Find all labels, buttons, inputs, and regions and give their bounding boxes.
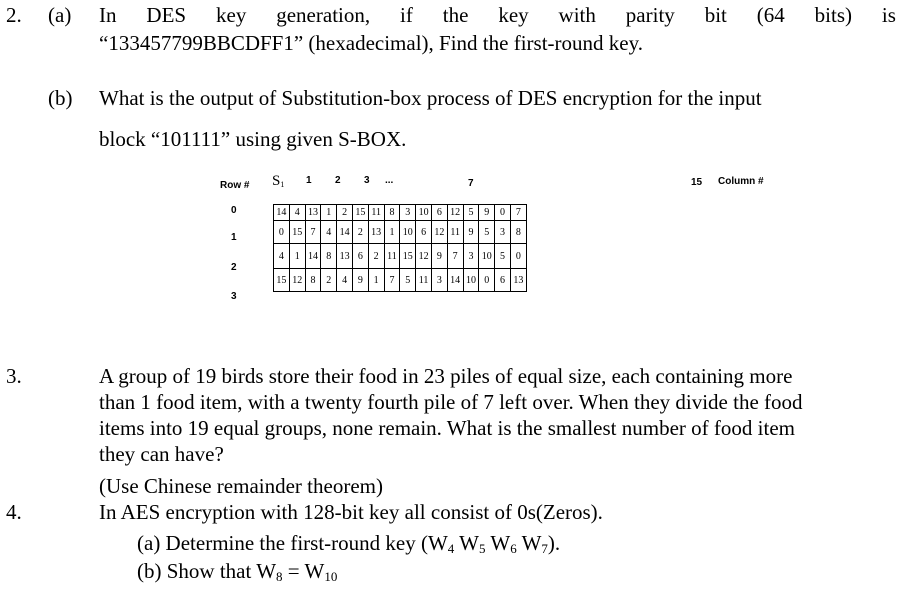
sbox-cell: 4	[289, 205, 305, 221]
row-label-1: 1	[231, 232, 237, 243]
sbox-cell: 2	[368, 244, 384, 269]
q2a-word: if	[400, 3, 413, 27]
sbox-cell: 10	[463, 269, 479, 292]
sbox-cell: 13	[337, 244, 353, 269]
q2b-line1: What is the output of Substitution-box process of DES encryption for the input	[99, 86, 762, 110]
sbox-cell: 11	[416, 269, 432, 292]
sbox-cell: 1	[368, 269, 384, 292]
sbox-cell: 1	[321, 205, 337, 221]
sbox-cell: 8	[510, 221, 526, 244]
sbox-cell: 12	[289, 269, 305, 292]
sbox-cell: 15	[400, 244, 416, 269]
sbox-cell: 11	[368, 205, 384, 221]
q2a-word: with	[558, 3, 596, 27]
sbox-cell: 0	[510, 244, 526, 269]
sbox-cell: 4	[274, 244, 290, 269]
q4b-line: (b) Show that $W_8 = W_{10}$	[137, 559, 338, 584]
sbox-cell: 2	[321, 269, 337, 292]
sbox-cell: 3	[400, 205, 416, 221]
column-header: Column #	[718, 176, 764, 187]
q2a-word: bit	[704, 3, 727, 27]
sbox-cell: 6	[352, 244, 368, 269]
column-label-2: 2	[335, 175, 341, 186]
q3-line1: A group of 19 birds store their food in 23 piles of equal size, each containing more	[99, 364, 793, 388]
sbox-cell: 3	[495, 221, 511, 244]
sbox-cell: 1	[384, 221, 400, 244]
sbox-cell: 9	[431, 244, 447, 269]
q2a-label: (a)	[48, 3, 72, 27]
sbox-cell: 14	[274, 205, 290, 221]
sbox-row	[274, 221, 527, 244]
sbox-cell: 8	[321, 244, 337, 269]
q2a-word: is	[881, 3, 896, 27]
sbox-cell: 7	[447, 244, 463, 269]
sbox-cell: 2	[337, 205, 353, 221]
q2a-word: key	[498, 3, 529, 27]
q2a-word: In	[99, 3, 117, 27]
q3-line5: (Use Chinese remainder theorem)	[99, 474, 383, 498]
sbox-cell: 14	[447, 269, 463, 292]
sbox-cell: 15	[274, 269, 290, 292]
sbox-cell: 9	[463, 221, 479, 244]
sbox-cell: 7	[510, 205, 526, 221]
sbox-cell: 14	[337, 221, 353, 244]
sbox-cell: 5	[479, 221, 495, 244]
sbox-cell: 5	[463, 205, 479, 221]
sbox-cell: 0	[479, 269, 495, 292]
sbox-name: $S_1$	[272, 173, 285, 189]
sbox-cell: 13	[368, 221, 384, 244]
sbox-cell: 8	[384, 205, 400, 221]
q2b-label: (b)	[48, 86, 73, 110]
sbox-cell: 10	[400, 221, 416, 244]
row-label-3: 3	[231, 291, 237, 302]
sbox-cell: 11	[384, 244, 400, 269]
sbox-cell: 12	[431, 221, 447, 244]
sbox-cell: 11	[447, 221, 463, 244]
sbox-cell: 6	[431, 205, 447, 221]
sbox-cell: 15	[289, 221, 305, 244]
row-header: Row #	[220, 180, 250, 191]
sbox-cell: 12	[447, 205, 463, 221]
sbox-cell: 3	[431, 269, 447, 292]
column-label-15: 15	[691, 177, 703, 188]
q2a-line2: “133457799BBCDFF1” (hexadecimal), Find the first-round key.	[99, 31, 643, 55]
sbox-cell: 7	[305, 221, 321, 244]
row-label-2: 2	[231, 262, 237, 273]
q2a-word: parity	[625, 3, 675, 27]
sbox-cell: 5	[400, 269, 416, 292]
sbox-cell: 3	[463, 244, 479, 269]
sbox-table	[273, 204, 527, 292]
q3-number: 3.	[6, 364, 22, 388]
sbox-cell: 15	[352, 205, 368, 221]
sbox-cell: 7	[384, 269, 400, 292]
q2-number: 2.	[6, 3, 22, 27]
q3-line2: than 1 food item, with a twenty fourth pile of 7 left over. When they divide the food	[99, 390, 803, 414]
sbox-cell: 6	[416, 221, 432, 244]
sbox-row	[274, 205, 527, 221]
column-label-dots: ...	[385, 175, 394, 186]
q2a-word: key	[216, 3, 247, 27]
q2a-word: DES	[146, 3, 187, 27]
sbox-cell: 2	[352, 221, 368, 244]
sbox-cell: 8	[305, 269, 321, 292]
q4-number: 4.	[6, 500, 22, 524]
sbox-cell: 4	[337, 269, 353, 292]
q2a-word: bits)	[814, 3, 853, 27]
q2a-word: generation,	[276, 3, 371, 27]
column-label-1: 1	[306, 175, 312, 186]
sbox-row	[274, 269, 527, 292]
q3-line3: items into 19 equal groups, none remain. What is the smallest number of food item	[99, 416, 795, 440]
sbox-cell: 5	[495, 244, 511, 269]
sbox-row	[274, 244, 527, 269]
sbox-cell: 10	[479, 244, 495, 269]
q3-line4: they can have?	[99, 442, 224, 466]
sbox-cell: 10	[416, 205, 432, 221]
column-label-7: 7	[468, 178, 474, 189]
q2a-line1	[99, 2, 896, 28]
q2b-line2: block “101111” using given S-BOX.	[99, 127, 407, 151]
sbox-cell: 6	[495, 269, 511, 292]
q2a-word: the	[442, 3, 469, 27]
sbox-cell: 12	[416, 244, 432, 269]
column-label-3: 3	[364, 175, 370, 186]
row-label-0: 0	[231, 205, 237, 216]
q4a-line: (a) Determine the first-round key ($W_4$ $W_5$ $W_6$ $W_7$).	[137, 531, 561, 556]
q2a-word: (64	[756, 3, 785, 27]
sbox-cell: 4	[321, 221, 337, 244]
sbox-cell: 9	[352, 269, 368, 292]
sbox-cell: 13	[510, 269, 526, 292]
sbox-cell: 0	[274, 221, 290, 244]
sbox-cell: 1	[289, 244, 305, 269]
sbox-cell: 0	[495, 205, 511, 221]
sbox-cell: 9	[479, 205, 495, 221]
sbox-cell: 14	[305, 244, 321, 269]
sbox-cell: 13	[305, 205, 321, 221]
q4-line1: In AES encryption with 128-bit key all consist of 0s(Zeros).	[99, 500, 603, 524]
